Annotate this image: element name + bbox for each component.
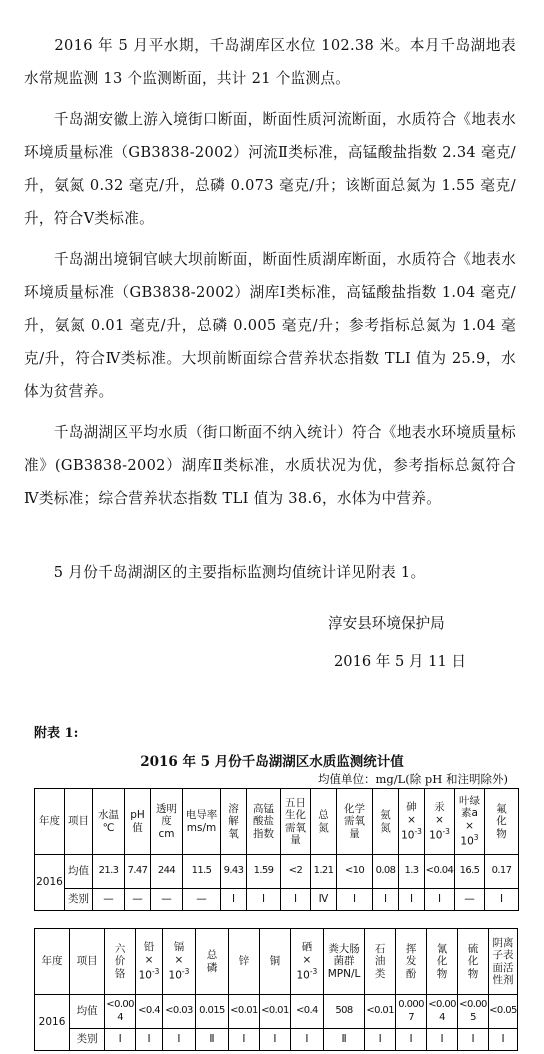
header-anionic-surfactant: 阴离 子表 面活 性剂 [488, 929, 517, 995]
table-1-class-row [35, 889, 519, 911]
paragraph-jiekou: 千岛湖安徽上游入境街口断面，断面性质河流断面，水质符合《地表水环境质量标准（GB3838-2002）河流Ⅱ类标准，高锰酸盐指数 2.34 毫克/升，氨氮 0.32 毫克/升，总磷 0.073 毫克/升；该断面总氮为 1.55 毫克/升，符合Ⅴ类标准。 [24, 111, 516, 227]
header-fecal-coliform: 粪大肠 菌群 MPN/L [323, 929, 364, 995]
table-cell: Ⅰ [221, 889, 247, 911]
table-cell: — [455, 889, 485, 911]
header-permanganate: 高锰 酸盐 指数 [247, 789, 281, 855]
table-cell: <0.03 [162, 995, 195, 1029]
row-label-mean: 均值 [70, 995, 105, 1029]
table-cell: <2 [281, 855, 311, 889]
signature-date: 2016 年 5 月 11 日 [334, 653, 466, 670]
table-cell: 0.0007 [396, 995, 427, 1029]
table-cell: 16.5 [455, 855, 485, 889]
header-chlorophyll: 叶绿 素a × $10^3$ [455, 789, 485, 855]
table-cell: 7.47 [125, 855, 151, 889]
table-cell: <0.04 [425, 855, 455, 889]
table-cell: 1.21 [311, 855, 337, 889]
table-cell: <0.01 [228, 995, 259, 1029]
table-2-header-row [35, 929, 518, 995]
water-quality-table-1 [34, 788, 519, 911]
table-cell: <10 [337, 855, 373, 889]
header-mercury: 汞 × $10^{-3}$ [425, 789, 455, 855]
table-cell: — [183, 889, 221, 911]
table-cell: <0.4 [136, 995, 163, 1029]
table-cell: 0.17 [485, 855, 519, 889]
header-cadmium: 镉 × $10^{-3}$ [162, 929, 195, 995]
table-cell: 508 [323, 995, 364, 1029]
table-cell: Ⅱ [323, 1029, 364, 1051]
table-cell: <0.004 [427, 995, 458, 1029]
header-cyanide: 氰 化 物 [427, 929, 458, 995]
header-ph: pH 值 [125, 789, 151, 855]
header-conductivity: 电导率 ms/m [183, 789, 221, 855]
item-header: 项目 [70, 929, 105, 995]
table-cell: Ⅰ [281, 889, 311, 911]
year-header: 年度 [35, 789, 65, 855]
table-cell: Ⅰ [228, 1029, 259, 1051]
table-cell: Ⅰ [162, 1029, 195, 1051]
signature-org: 淳安县环境保护局 [328, 615, 445, 632]
header-petroleum: 石 油 类 [365, 929, 396, 995]
table-cell: Ⅰ [365, 1029, 396, 1051]
header-ammonia: 氨 氮 [373, 789, 399, 855]
header-copper: 铜 [259, 929, 290, 995]
header-selenium: 硒 × $10^{-3}$ [290, 929, 323, 995]
table-cell: 0.08 [373, 855, 399, 889]
table-cell: <0.004 [105, 995, 136, 1029]
appendix-label: 附表 1: [34, 726, 79, 741]
year-cell: 2016 [35, 855, 65, 911]
table-cell: — [151, 889, 183, 911]
header-volatile-phenol: 挥 发 酚 [396, 929, 427, 995]
header-fluoride: 氟 化 物 [485, 789, 519, 855]
table-2-mean-row [35, 995, 518, 1029]
table-cell: <0.05 [488, 995, 517, 1029]
table-cell: Ⅰ [247, 889, 281, 911]
table-cell: 11.5 [183, 855, 221, 889]
table-cell: — [93, 889, 125, 911]
table-cell: Ⅰ [399, 889, 425, 911]
table-1-mean-row [35, 855, 519, 889]
table-1-header-row [35, 789, 519, 855]
table-cell: Ⅰ [373, 889, 399, 911]
table-cell: <0.005 [458, 995, 489, 1029]
table-cell: Ⅰ [337, 889, 373, 911]
header-cod: 化学 需氧 量 [337, 789, 373, 855]
appendix-title: 2016 年 5 月份千岛湖湖区水质监测统计值 [140, 754, 404, 770]
table-cell: Ⅰ [105, 1029, 136, 1051]
table-cell: 1.59 [247, 855, 281, 889]
table-cell: <0.01 [365, 995, 396, 1029]
year-cell: 2016 [35, 995, 70, 1051]
table-cell: Ⅰ [427, 1029, 458, 1051]
table-cell: 0.015 [195, 995, 228, 1029]
row-label-mean: 均值 [65, 855, 93, 889]
water-quality-table-2 [34, 928, 518, 1051]
table-cell: 244 [151, 855, 183, 889]
table-cell: Ⅰ [396, 1029, 427, 1051]
row-label-class: 类别 [70, 1029, 105, 1051]
header-transparency: 透明 度 cm [151, 789, 183, 855]
header-total-nitrogen: 总 氮 [311, 789, 337, 855]
table-cell: Ⅰ [488, 1029, 517, 1051]
paragraph-appendix-ref: 5 月份千岛湖湖区的主要指标监测均值统计详见附表 1。 [24, 564, 426, 581]
table-cell: — [125, 889, 151, 911]
unit-note: 均值单位：mg/L(除 pH 和注明除外) [318, 772, 508, 786]
header-zinc: 锌 [228, 929, 259, 995]
table-cell: Ⅰ [425, 889, 455, 911]
header-lead: 铅 × $10^{-3}$ [136, 929, 163, 995]
table-cell: <0.4 [290, 995, 323, 1029]
item-header: 项目 [65, 789, 93, 855]
table-cell: Ⅱ [195, 1029, 228, 1051]
table-cell: Ⅰ [136, 1029, 163, 1051]
table-cell: <0.01 [259, 995, 290, 1029]
table-cell: Ⅰ [259, 1029, 290, 1051]
table-cell: Ⅰ [290, 1029, 323, 1051]
header-dissolved-oxygen: 溶 解 氧 [221, 789, 247, 855]
paragraph-water-level: 2016 年 5 月平水期，千岛湖库区水位 102.38 米。本月千岛湖地表水常规监测 13 个监测断面，共计 21 个监测点。 [24, 37, 516, 87]
table-cell: 21.3 [93, 855, 125, 889]
year-header: 年度 [35, 929, 70, 995]
paragraph-lake-average: 千岛湖湖区平均水质（街口断面不纳入统计）符合《地表水环境质量标准》(GB3838-2002）湖库Ⅱ类标准，水质状况为优，参考指标总氮符合Ⅳ类标准；综合营养状态指数 TLI 值为 38.6，水体为中营养。 [24, 424, 516, 507]
header-sulfide: 硫 化 物 [458, 929, 489, 995]
header-arsenic: 砷 × $10^{-3}$ [399, 789, 425, 855]
header-total-phosphorus: 总 磷 [195, 929, 228, 995]
paragraph-dam: 千岛湖出境铜官峡大坝前断面，断面性质湖库断面，水质符合《地表水环境质量标准（GB3838-2002）湖库Ⅰ类标准，高锰酸盐指数 1.04 毫克/升，氨氮 0.01 毫克/升，总磷 0.005 毫克/升；参考指标总氮为 1.04 毫克/升，符合Ⅳ类标准。大坝前断面综合营养状态指数 TLI 值为 25.9，水体为贫营养。 [24, 251, 516, 400]
table-2-class-row [35, 1029, 518, 1051]
header-bod5: 五日 生化 需氧 量 [281, 789, 311, 855]
row-label-class: 类别 [65, 889, 93, 911]
table-cell: 1.3 [399, 855, 425, 889]
table-cell: Ⅰ [458, 1029, 489, 1051]
table-cell: Ⅰ [485, 889, 519, 911]
header-hexavalent-chromium: 六 价 铬 [105, 929, 136, 995]
header-water-temp: 水温 ℃ [93, 789, 125, 855]
table-cell: Ⅳ [311, 889, 337, 911]
table-cell: 9.43 [221, 855, 247, 889]
